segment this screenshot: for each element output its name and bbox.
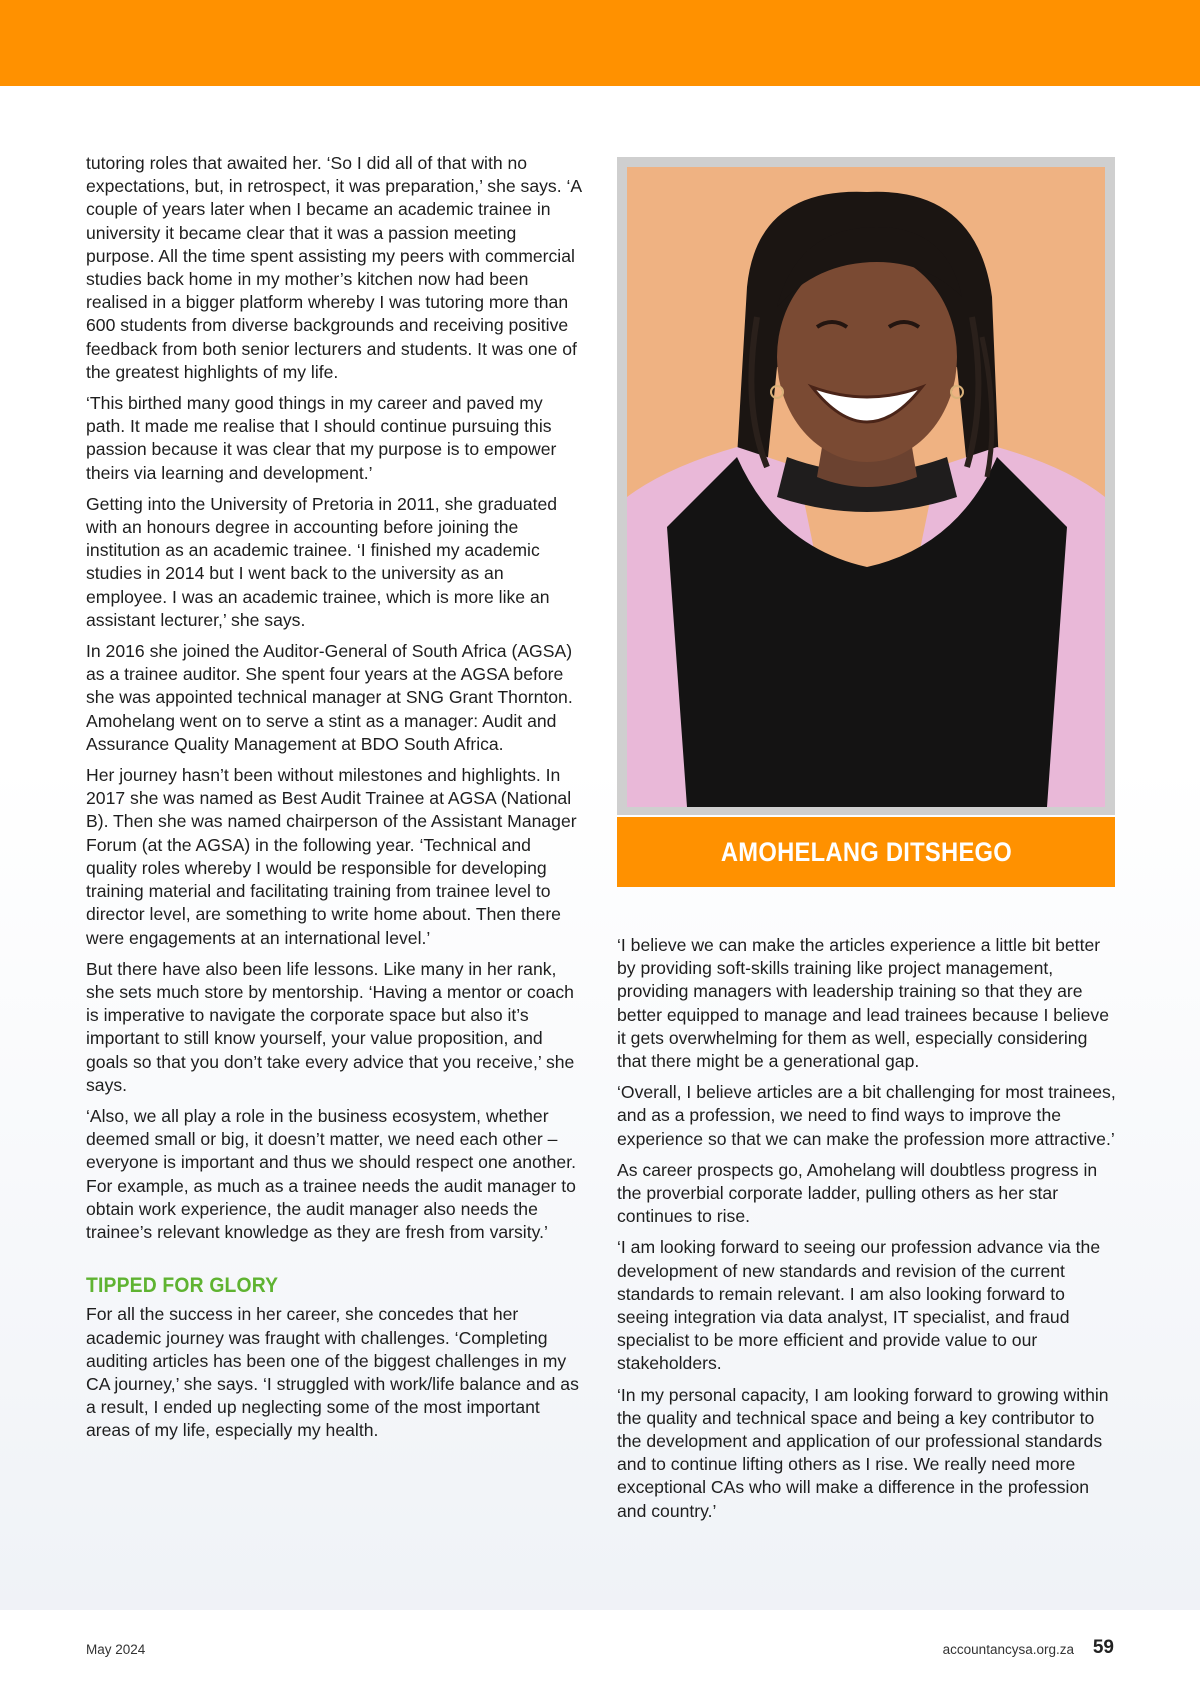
page-footer (0, 1610, 1200, 1696)
paragraph: ‘This birthed many good things in my career and paved my path. It made me realise that I should continue pursuing this passion because it was clear that my purpose is to empower theirs via learning and development.’ (86, 393, 557, 483)
portrait-frame (617, 157, 1115, 815)
paragraph: For all the success in her career, she concedes that her academic journey was fraught with challenges. ‘Completing auditing articles has been one of the biggest challenges in my CA journey,’ she says. ‘I struggled with work/life balance and as a result, I ended up neglecting some of the most important areas of my life, especially my health. (86, 1304, 579, 1441)
page-number: 59 (1092, 1637, 1114, 1658)
section-subheading: TIPPED FOR GLORY (86, 1274, 279, 1298)
paragraph: ‘Overall, I believe articles are a bit challenging for most trainees, and as a profession, we need to find ways to improve the experience so that we can make the profession more attractive.’ (617, 1082, 1116, 1149)
article-right-column (617, 934, 1117, 1531)
paragraph: ‘I believe we can make the articles experience a little bit better by providing soft-skills training like project management, providing managers with leadership training so that they are better equipped to manage and lead trainees because I believe it gets overwhelming for them as well, especially considering that there might be a generational gap. (617, 935, 1110, 1072)
portrait-caption-name: AMOHELANG DITSHEGO (720, 836, 1012, 867)
portrait-photo (627, 167, 1105, 807)
article-left-column (86, 152, 586, 1451)
paragraph: As career prospects go, Amohelang will doubtless progress in the proverbial corporate ladder, pulling others as her star continues to rise. (617, 1159, 1098, 1227)
issue-date: May 2024 (86, 1642, 146, 1657)
paragraph: But there have also been life lessons. Like many in her rank, she sets much store by mentorship. ‘Having a mentor or coach is imperative to navigate the corporate space but also it’s important to still know yourself, your value proposition, and goals so that you don’t take every advice that you receive,’ she says. (86, 958, 575, 1095)
paragraph: ‘Also, we all play a role in the business ecosystem, whether deemed small or big, it doesn’t matter, we need each other – everyone is important and thus we should respect one another. For example, as much as a trainee needs the audit manager to obtain work experience, the audit manager also needs the trainee’s relevant knowledge as they are fresh from varsity.’ (86, 1105, 576, 1242)
website-link[interactable]: accountancysa.org.za (942, 1642, 1074, 1657)
paragraph: ‘In my personal capacity, I am looking forward to growing within the quality and technical space and being a key contributor to the development and application of our professional standards and to continue lifting others as I rise. We really need more exceptional CAs who will make a difference in the profession and country.’ (617, 1384, 1109, 1521)
header-band (0, 0, 1200, 86)
paragraph: Her journey hasn’t been without milestones and highlights. In 2017 she was named as Best Audit Trainee at AGSA (National B). Then she was named chairperson of the Assistant Manager Forum (at the AGSA) in the following year. ‘Technical and quality roles whereby I would be responsible for developing training material and facilitating training from trainee level to director level, are something to write home about. Then there were engagements at an international level.’ (86, 765, 577, 948)
portrait-illustration (627, 167, 1105, 807)
paragraph: tutoring roles that awaited her. ‘So I did all of that with no expectations, but, in retrospect, it was preparation,’ she says. ‘A couple of years later when I became an academic trainee in university it became clear that it was a passion meeting purpose. All the time spent assisting my peers with commercial studies back home in my mother’s kitchen now had been realised in a bigger platform whereby I was tutoring more than 600 students from diverse backgrounds and receiving positive feedback from both senior lecturers and students. It was one of the greatest highlights of my life. (86, 153, 582, 382)
paragraph: ‘I am looking forward to seeing our profession advance via the development of new standards and revision of the current standards to remain relevant. I am also looking forward to seeing integration via data analyst, IT specialist, and fraud specialist to be more efficient and provide value to our stakeholders. (617, 1237, 1101, 1374)
portrait-caption-bar (617, 817, 1115, 887)
paragraph: Getting into the University of Pretoria in 2011, she graduated with an honours degree in accounting before joining the institution as an academic trainee. ‘I finished my academic studies in 2014 but I went back to the university as an employee. I was an academic trainee, which is more like an assistant lecturer,’ she says. (86, 493, 558, 630)
paragraph: In 2016 she joined the Auditor-General of South Africa (AGSA) as a trainee auditor. She spent four years at the AGSA before she was appointed technical manager at SNG Grant Thornton. Amohelang went on to serve a stint as a manager: Audit and Assurance Quality Management at BDO South Africa. (86, 641, 573, 754)
